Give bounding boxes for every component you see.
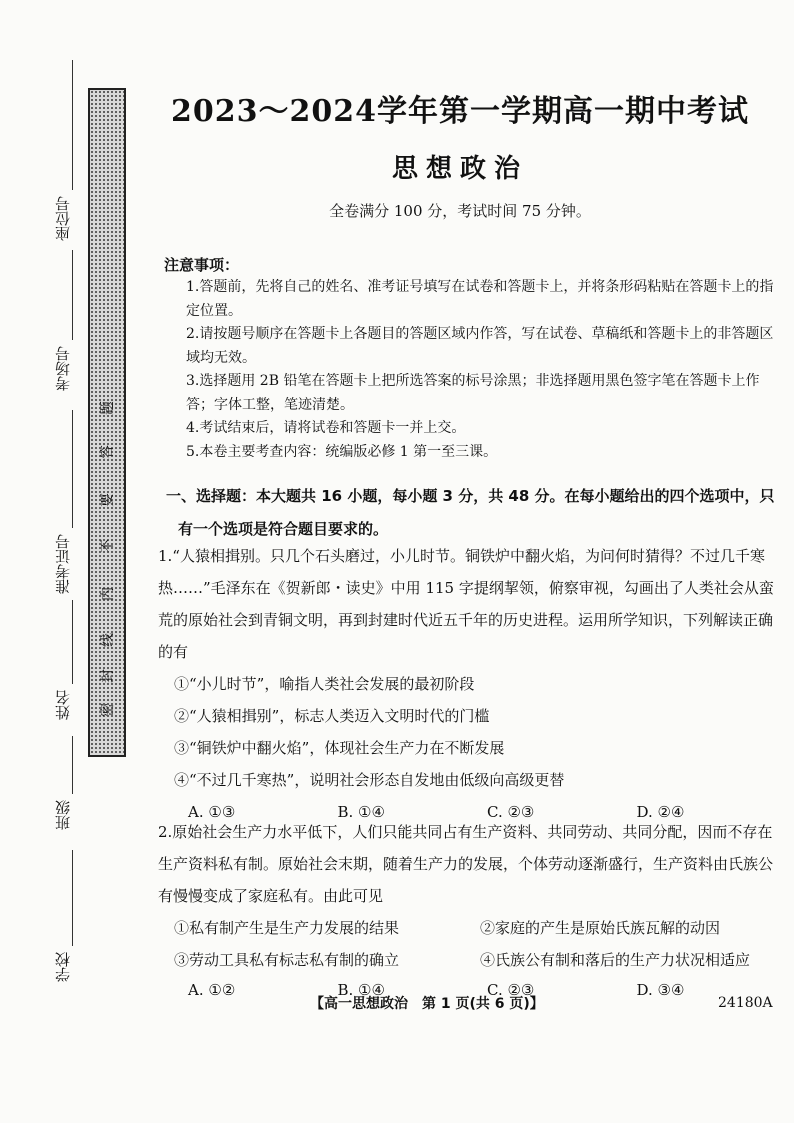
statement-option: ④“不过几千寒热”，说明社会形态自发地由低级向高级更替 — [174, 771, 565, 789]
notice-heading: 注意事项： — [164, 256, 240, 274]
choice-a: A. ①③ — [188, 803, 236, 821]
notice-list — [186, 276, 784, 464]
full-marks-note: 全卷满分 100 分，考试时间 75 分钟。 — [329, 202, 591, 220]
statement-option: ②“人猿相揖别”，标志人类迈入文明时代的门槛 — [174, 707, 490, 725]
notice-item: 3.选择题用 2B 铅笔在答题卡上把所选答案的标号涂黑；非选择题用黑色签字笔在答题卡上作答；字体工整，笔迹清楚。 — [186, 373, 760, 413]
notice-item: 1.答题前，先将自己的姓名、准考证号填写在试卷和答题卡上，并将条形码粘贴在答题卡上的指定位置。 — [186, 279, 774, 319]
choice-c: C. ②③ — [487, 981, 535, 999]
seal-line-strip — [88, 88, 126, 757]
class-blank — [72, 736, 73, 794]
statement-row — [158, 944, 786, 976]
choice-c: C. ②③ — [487, 803, 535, 821]
statement-option: ③劳动工具私有标志私有制的确立 — [174, 951, 400, 969]
page-footer: 【高一思想政治 第 1 页(共 6 页)】 — [310, 996, 544, 1012]
admission-number-blank — [72, 410, 73, 528]
statement-option: ④氏族公有制和落后的生产力状况相适应 — [480, 951, 751, 969]
choice-d: D. ③④ — [636, 981, 685, 999]
statement-option: ③“铜铁炉中翻火焰”，体现社会生产力在不断发展 — [174, 739, 505, 757]
name-label: 姓名 — [54, 690, 72, 720]
seal-char: 答 — [100, 445, 116, 459]
seal-char: 不 — [100, 539, 116, 553]
seal-char: 题 — [100, 401, 116, 415]
statement-row — [158, 912, 786, 944]
notice-item: 4.考试结束后，请将试卷和答题卡一并上交。 — [186, 420, 466, 436]
exam-title: 2023～2024学年第一学期高一期中考试 — [171, 94, 749, 129]
seal-char: 要 — [100, 493, 116, 507]
seat-number-blank — [72, 60, 73, 190]
notice-item: 5.本卷主要考查内容：统编版必修 1 第一至三课。 — [186, 443, 498, 460]
exam-subject: 思想政治 — [391, 154, 528, 184]
school-label: 学校 — [54, 952, 72, 982]
statement-option: ②家庭的产生是原始氏族瓦解的动因 — [480, 919, 721, 937]
class-label: 班级 — [54, 800, 72, 830]
seal-char: 封 — [100, 669, 116, 683]
choice-d: D. ②④ — [636, 803, 685, 821]
statement-option: ①“小儿时节”，喻指人类社会发展的最初阶段 — [174, 675, 475, 693]
school-blank — [72, 850, 73, 946]
seal-char: 线 — [100, 633, 116, 647]
notice-item: 2.请按题号顺序在答题卡上各题目的答题区域内作答，写在试卷、草稿纸和答题卡上的非答题区域均无效。 — [186, 326, 774, 366]
paper-code: 24180A — [718, 995, 773, 1011]
question-stem: 2.原始社会生产力水平低下，人们只能共同占有生产资料、共同劳动、共同分配，因而不存在生产资料私有制。原始社会末期，随着生产力的发展，个体劳动逐渐盛行，生产资料由氏族公有慢慢变成了家庭私有。由此可见 — [158, 823, 774, 905]
section-heading: 一、选择题：本大题共 16 小题，每小题 3 分，共 48 分。在每小题给出的四个选项中，只有一个选项是符合题目要求的。 — [166, 487, 775, 538]
name-blank — [72, 600, 73, 684]
question-1 — [158, 540, 786, 828]
choice-a: A. ①② — [188, 981, 236, 999]
question-2 — [158, 816, 786, 1004]
statement-option: ①私有制产生是生产力发展的结果 — [174, 919, 400, 937]
admission-number-label: 准考证号 — [54, 534, 72, 594]
seal-char: 内 — [100, 587, 116, 601]
question-stem: 1.“人猿相揖别。只几个石头磨过，小儿时节。铜铁炉中翻火焰，为问何时猜得？不过几千寒热……”毛泽东在《贺新郎・读史》中用 115 字提纲挈领，俯察审视，勾画出了人类社会从蛮荒的原始社会到青铜文明，再到封建时代近五千年的历史进程。运用所学知识，下列解读正确的有 — [158, 547, 774, 661]
seat-number-label: 座位号 — [54, 196, 72, 241]
exam-room-label: 考场号 — [54, 346, 72, 391]
exam-room-blank — [72, 250, 73, 340]
choice-b: B. ①④ — [337, 981, 385, 999]
seal-char: 密 — [100, 703, 116, 717]
choice-b: B. ①④ — [337, 803, 385, 821]
